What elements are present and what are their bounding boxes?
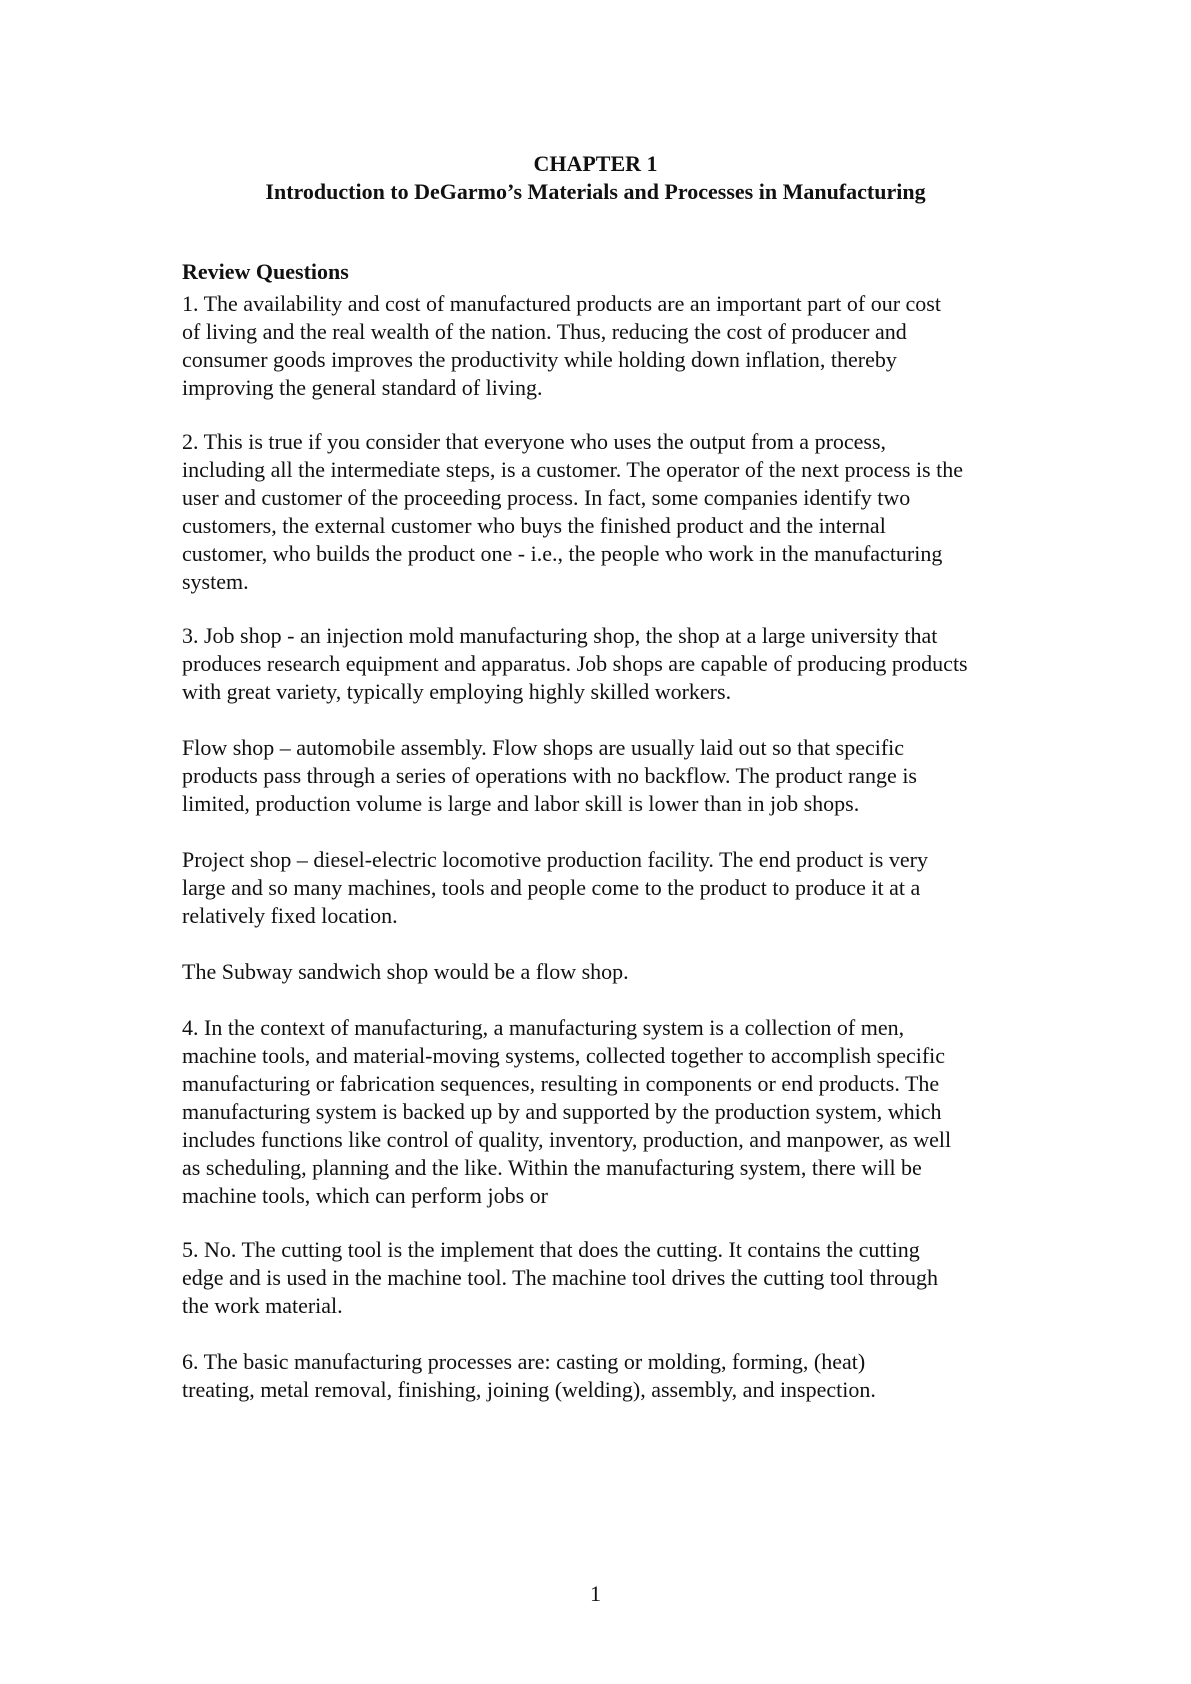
paragraph-line: improving the general standard of living. — [182, 375, 543, 400]
answer-paragraph-5 — [182, 1236, 1062, 1320]
paragraph-line: consumer goods improves the productivity while holding down inflation, thereby — [182, 347, 897, 372]
paragraph-line: including all the intermediate steps, is a customer. The operator of the next process is the — [182, 457, 963, 482]
page-number: 1 — [590, 1581, 601, 1606]
answer-paragraph-subway — [182, 958, 1062, 986]
paragraph-line: 4. In the context of manufacturing, a manufacturing system is a collection of men, — [182, 1015, 905, 1040]
paragraph-line: system. — [182, 569, 249, 594]
answer-paragraph-project-shop — [182, 846, 1062, 930]
paragraph-line: Flow shop – automobile assembly. Flow shops are usually laid out so that specific — [182, 735, 905, 760]
answer-paragraph-6 — [182, 1348, 1062, 1404]
paragraph-line: edge and is used in the machine tool. The machine tool drives the cutting tool through — [182, 1265, 938, 1290]
paragraph-line: Project shop – diesel-electric locomotive production facility. The end product is very — [182, 847, 928, 872]
answer-paragraph-1 — [182, 290, 1062, 402]
answer-paragraph-4 — [182, 1014, 1062, 1210]
paragraph-line: 5. No. The cutting tool is the implement that does the cutting. It contains the cutting — [182, 1237, 920, 1262]
section-title: Review Questions — [182, 259, 349, 284]
answer-paragraph-2 — [182, 428, 1062, 596]
paragraph-line: customers, the external customer who buys the finished product and the internal — [182, 513, 886, 538]
paragraph-line: user and customer of the proceeding process. In fact, some companies identify two — [182, 485, 911, 510]
chapter-heading: CHAPTER 1 — [533, 151, 658, 176]
paragraph-line: 6. The basic manufacturing processes are: casting or molding, forming, (heat) — [182, 1349, 866, 1374]
paragraph-line: 2. This is true if you consider that everyone who uses the output from a process, — [182, 429, 887, 454]
paragraph-line: the work material. — [182, 1293, 343, 1318]
paragraph-line: limited, production volume is large and labor skill is lower than in job shops. — [182, 791, 860, 816]
paragraph-line: with great variety, typically employing highly skilled workers. — [182, 679, 732, 704]
paragraph-line: machine tools, which can perform jobs or — [182, 1183, 548, 1208]
answer-paragraph-3 — [182, 622, 1062, 706]
paragraph-line: manufacturing system is backed up by and supported by the production system, which — [182, 1099, 942, 1124]
chapter-title: Introduction to DeGarmo’s Materials and Processes in Manufacturing — [265, 179, 926, 204]
paragraph-line: machine tools, and material-moving systems, collected together to accomplish specific — [182, 1043, 946, 1068]
paragraph-line: large and so many machines, tools and people come to the product to produce it at a — [182, 875, 921, 900]
answer-paragraph-flow-shop — [182, 734, 1062, 818]
paragraph-line: 3. Job shop - an injection mold manufacturing shop, the shop at a large university that — [182, 623, 938, 648]
paragraph-line: as scheduling, planning and the like. Within the manufacturing system, there will be — [182, 1155, 922, 1180]
paragraph-line: of living and the real wealth of the nation. Thus, reducing the cost of producer and — [182, 319, 907, 344]
paragraph-line: treating, metal removal, finishing, joining (welding), assembly, and inspection. — [182, 1377, 876, 1402]
paragraph-line: produces research equipment and apparatus. Job shops are capable of producing products — [182, 651, 968, 676]
paragraph-line: relatively fixed location. — [182, 903, 398, 928]
paragraph-line: The Subway sandwich shop would be a flow shop. — [182, 959, 629, 984]
paragraph-line: includes functions like control of quality, inventory, production, and manpower, as well — [182, 1127, 952, 1152]
paragraph-line: 1. The availability and cost of manufactured products are an important part of our cost — [182, 291, 941, 316]
paragraph-line: customer, who builds the product one - i.e., the people who work in the manufacturing — [182, 541, 943, 566]
paragraph-line: products pass through a series of operations with no backflow. The product range is — [182, 763, 917, 788]
paragraph-line: manufacturing or fabrication sequences, resulting in components or end products. The — [182, 1071, 940, 1096]
